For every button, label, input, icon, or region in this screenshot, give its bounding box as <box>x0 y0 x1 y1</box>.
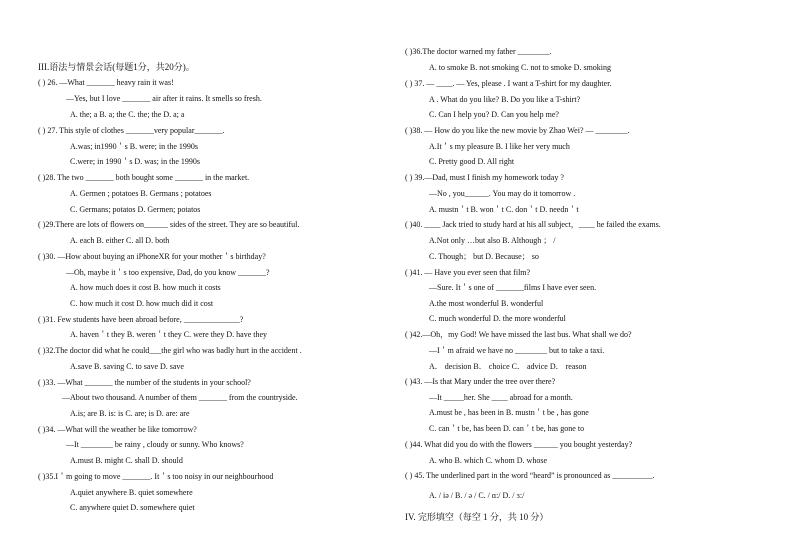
answer-line: C. Though； but D. Because； so <box>429 252 539 261</box>
answer-line: C. Can I help you? D. Can you help me? <box>429 110 559 119</box>
answer-line: A.Not only …but also B. Although ； / <box>429 236 556 245</box>
answer-line: C. can＇t be, has been D. can＇t be, has gone to <box>429 424 585 433</box>
question-stem: ( )31. Few students have been abroad before, ______________? <box>38 315 244 324</box>
answer-line: C. how much it cost D. how much did it cost <box>70 299 214 308</box>
answer-line: A.is; are B. is: is C. are; is D. are: are <box>70 409 190 418</box>
question-stem: ( )34. —What will the weather be like tomorrow? <box>38 425 197 434</box>
question-stem: ( )29.There are lots of flowers on______ sides of the street. They are so beautiful. <box>38 220 300 229</box>
answer-line: A.It＇s my pleasure B. I like her very much <box>429 142 570 151</box>
question-stem: ( ) 45. The underlined part in the word “heard” is pronounced as __________. <box>405 471 655 480</box>
answer-line: —It _____her. She ____ abroad for a month. <box>429 393 573 402</box>
question-stem: ( )38. — How do you like the new movie by Zhao Wei? — ________. <box>405 126 630 135</box>
answer-line: A． decision B． choice C． advice D． reason <box>429 362 587 371</box>
answer-line: A. how much does it cost B. how much it costs <box>70 283 221 292</box>
answer-line: A.was; in1990＇s B. were; in the 1990s <box>70 142 198 151</box>
answer-line: C. Germans; potatos D. Germen; potatos <box>70 205 201 214</box>
question-stem: ( )42.—Oh，my God! We have missed the last bus. What shall we do? <box>405 330 632 339</box>
question-stem: ( ) 26. —What _______ heavy rain it was! <box>38 78 174 87</box>
answer-line: A. mustn＇t B. won＇t C. don＇t D. needn＇t <box>429 205 579 214</box>
question-stem: ( )33. —What _______ the number of the students in your school? <box>38 378 251 387</box>
question-stem: ( )30. —How about buying an iPhoneXR for your mother＇s birthday? <box>38 252 266 261</box>
section-header-grammar: III.语法与情景会话(每题1分，共20分)。 <box>38 62 195 72</box>
answer-line: C. much wonderful D. the more wonderful <box>429 314 566 323</box>
answer-line: A. / iə / B. / ə / C. / ɑ:/ D. / ɜ:/ <box>429 491 525 500</box>
question-stem: ( )44. What did you do with the flowers ______ you bought yesterday? <box>405 440 633 449</box>
question-stem: ( ) 37. — ____. — Yes, please . I want a T-shirt for my daughter. <box>405 79 612 88</box>
question-stem: ( ) 27. This style of clothes _______very popular_______. <box>38 126 225 135</box>
answer-line: A.quiet anywhere B. quiet somewhere <box>70 488 193 497</box>
answer-line: —About two thousand. A number of them _______ from the countryside. <box>62 393 298 402</box>
answer-line: A. haven＇t they B. weren＇t they C. were they D. have they <box>70 330 268 339</box>
question-stem: ( )43. —Is that Mary under the tree over there? <box>405 377 556 386</box>
question-stem: ( )28. The two _______ both bought some _______ in the market. <box>38 173 250 182</box>
answer-line: —No , you______. You may do it tomorrow . <box>429 189 576 198</box>
section-header-cloze: IV. 完形填空（每空 1 分，共 10 分） <box>405 512 549 522</box>
answer-line: A.must be , has been in B. mustn＇t be , has gone <box>429 408 589 417</box>
answer-line: —I＇m afraid we have no ________ but to take a taxi. <box>429 346 605 355</box>
answer-line: A. who B. which C. whom D. whose <box>429 456 547 465</box>
question-stem: ( )35.I＇m going to move _______. It＇s too noisy in our neighbourhood <box>38 472 274 481</box>
answer-line: C. anywhere quiet D. somewhere quiet <box>70 503 195 512</box>
answer-line: C. Pretty good D. All right <box>429 157 515 166</box>
answer-line: A.save B. saving C. to save D. save <box>70 362 184 371</box>
answer-line: A . What do you like? B. Do you like a T-shirt? <box>429 95 581 104</box>
answer-line: A. Germen ; potatoes B. Germans ; potatoes <box>70 189 212 198</box>
answer-line: A. the; a B. a; the C. the; the D. a; a <box>70 110 185 119</box>
answer-line: —It ________ be rainy , cloudy or sunny. Who knows? <box>66 440 244 449</box>
answer-line: A.must B. might C. shall D. should <box>70 456 183 465</box>
question-stem: ( ) 39.—Dad, must I finish my homework today ? <box>405 173 564 182</box>
question-stem: ( )32.The doctor did what he could___the girl who was badly hurt in the accident . <box>38 346 302 355</box>
answer-line: —Sure. It＇s one of _______films I have ever seen. <box>429 283 597 292</box>
answer-line: A.the most wonderful B. wonderful <box>429 299 544 308</box>
answer-line: —Yes, but I love _______ air after it rains. It smells so fresh. <box>66 94 262 103</box>
answer-line: A. each B. either C. all D. both <box>70 236 170 245</box>
answer-line: A. to smoke B. not smoking C. not to smoke D. smoking <box>429 63 612 72</box>
answer-line: C.were; in 1990＇s D. was; in the 1990s <box>70 157 200 166</box>
question-stem: ( )40. ____ Jack tried to study hard at his all subject，____ he failed the exams. <box>405 220 661 229</box>
answer-line: —Oh, maybe it＇s too expensive, Dad, do you know _______? <box>66 268 270 277</box>
question-stem: ( )41. — Have you ever seen that film? <box>405 268 531 277</box>
question-stem: ( )36.The doctor warned my father ________. <box>405 47 552 56</box>
